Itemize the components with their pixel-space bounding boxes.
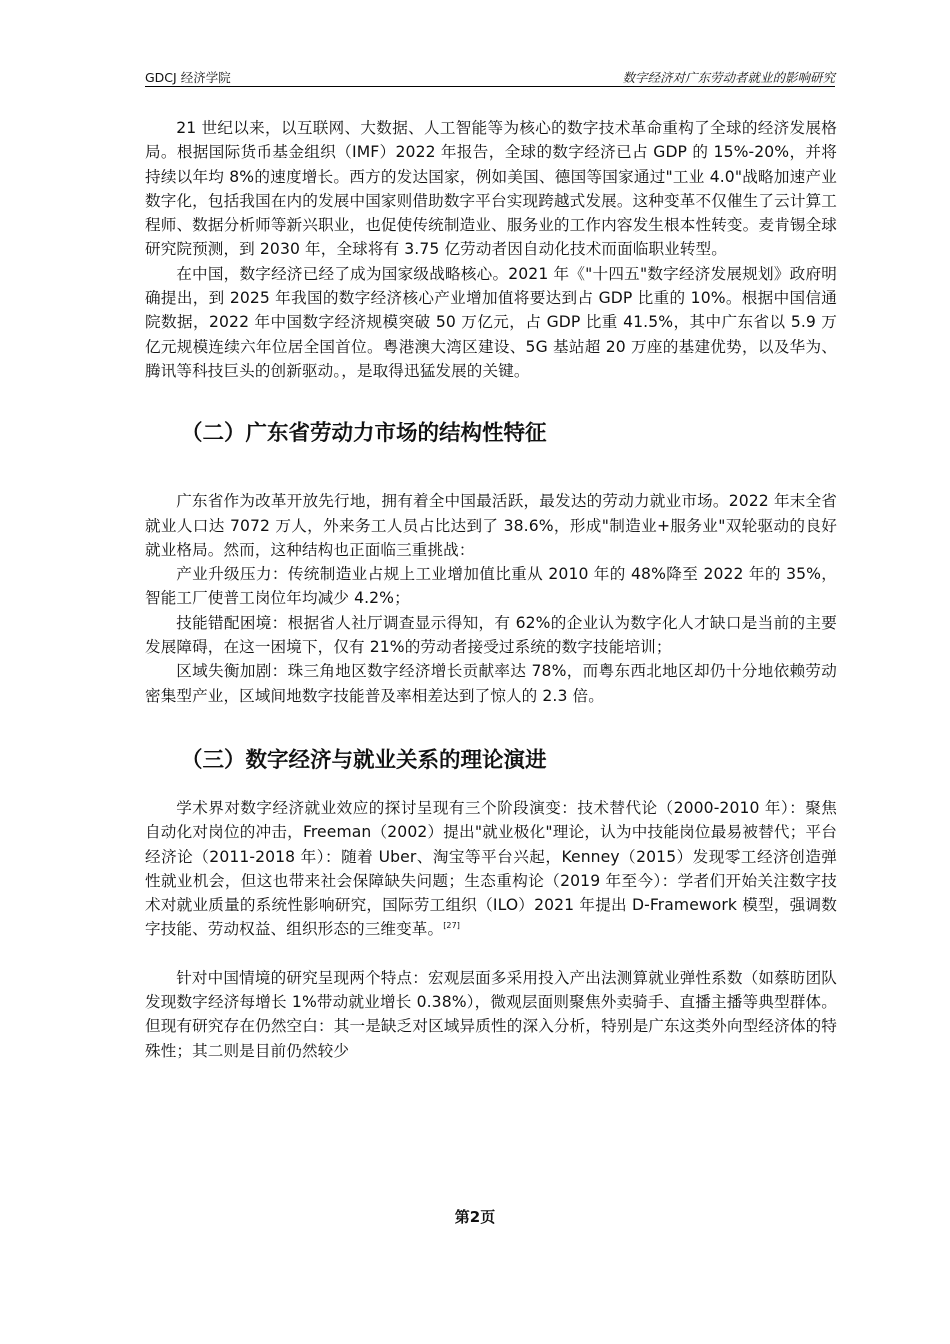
paragraph-text: 学术界对数字经济就业效应的探讨呈现有三个阶段演变：技术替代论（2000-2010 年）：聚焦自动化对岗位的冲击，Freeman（2002）提出"就业极化"理论，认为中技能岗位最易被替代；平台经济论（2011-2018 年）：随着 Uber、淘宝等平台兴起，Kenney（2015）发现零工经济创造弹性就业机会，但这也带来社会保障缺失问题；生态重构论（2019 年至今）：学者们开始关注数字技术对就业质量的系统性影响研究，国际劳工组织（ILO）2021 年提出 D-Framework 模型，强调数字技能、劳动权益、组织形态的三维变革。 xyxy=(145,798,837,939)
paragraph: 在中国，数字经济已经了成为国家级战略核心。2021 年《"十四五"数字经济发展规划》政府明确提出，到 2025 年我国的数字经济核心产业增加值将要达到占 GDP 比重的 10%。根据中国信通院数据，2022 年中国数字经济规模突破 50 万亿元，占 GDP 比重 41.5%，其中广东省以 5.9 万亿元规模连续六年位居全国首位。粤港澳大湾区建设、5G 基站超 20 万座的基建优势，以及华为、腾讯等科技巨头的创新驱动。，是取得迅猛发展的关键。 xyxy=(145,264,837,380)
header-school: GDCJ 经济学院 xyxy=(145,70,231,85)
citation-ref[interactable]: [27] xyxy=(443,921,461,931)
paragraph: 21 世纪以来，以互联网、大数据、人工智能等为核心的数字技术革命重构了全球的经济发展格局。根据国际货币基金组织（IMF）2022 年报告，全球的数字经济已占 GDP 的 15%-20%，并将持续以年均 8%的速度增长。西方的发达国家，例如美国、德国等国家通过"工业 4.0"战略加速产业数字化，包括我国在内的发展中国家则借助数字平台实现跨越式发展。这种变革不仅催生了云计算工程师、数据分析师等新兴职业，也促使传统制造业、服务业的工作内容发生根本性转变。麦肯锡全球研究院预测，到 2030 年，全球将有 3.75 亿劳动者因自动化技术而面临职业转型。 xyxy=(145,119,837,259)
list-paragraph: 产业升级压力：传统制造业占规上工业增加值比重从 2010 年的 48%降至 2022 年的 35%，智能工厂使普工岗位年均减少 4.2%； xyxy=(145,565,837,608)
section-heading: （二）广东省劳动力市场的结构性特征 xyxy=(181,421,547,447)
page-body xyxy=(145,116,837,1063)
paragraph xyxy=(145,796,837,942)
list-paragraph: 区域失衡加剧：珠三角地区数字经济增长贡献率达 78%，而粤东西北地区却仍十分地依赖劳动密集型产业，区域间地数字技能普及率相差达到了惊人的 2.3 倍。 xyxy=(145,662,837,705)
paragraph: 广东省作为改革开放先行地，拥有着全中国最活跃，最发达的劳动力就业市场。2022 年末全省就业人口达 7072 万人，外来务工人员占比达到了 38.6%，形成"制造业+服务业"双轮驱动的良好就业格局。然而，这种结构也正面临三重挑战： xyxy=(145,492,837,559)
section-heading: （三）数字经济与就业关系的理论演进 xyxy=(181,747,547,773)
paragraph: 针对中国情境的研究呈现两个特点：宏观层面多采用投入产出法测算就业弹性系数（如蔡昉团队发现数字经济每增长 1%带动就业增长 0.38%），微观层面则聚焦外卖骑手、直播主播等典型群体。但现有研究存在仍然空白：其一是缺乏对区域异质性的深入分析，特别是广东这类外向型经济体的特殊性；其二则是目前仍然较少 xyxy=(145,968,837,1060)
page-number: 第2页 xyxy=(454,1208,496,1226)
header-paper-title: 数字经济对广东劳动者就业的影响研究 xyxy=(622,70,835,85)
list-paragraph: 技能错配困境：根据省人社厅调查显示得知，有 62%的企业认为数字化人才缺口是当前的主要发展障碍，在这一困境下，仅有 21%的劳动者接受过系统的数字技能培训； xyxy=(145,613,837,657)
page-header xyxy=(145,66,835,87)
